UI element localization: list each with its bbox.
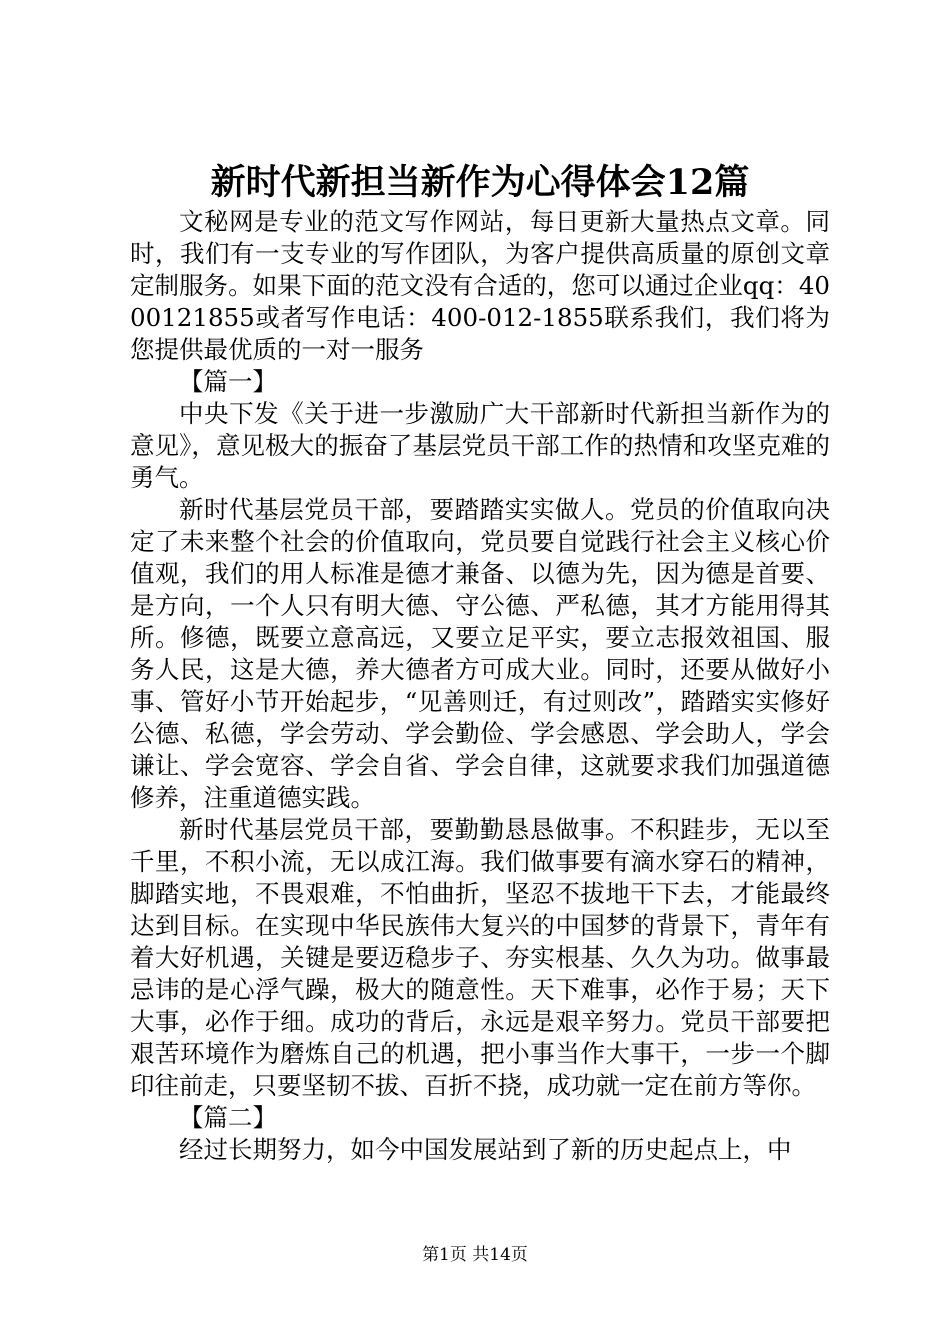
section1-paragraph-3: 新时代基层党员干部，要勤勤恳恳做事。不积跬步，无以至千里，不积小流，无以成江海。我们做事要有滴水穿石的精神，脚踏实地，不畏艰难，不怕曲折，坚忍不拔地干下去，才能最终达到目标。在实现中华民族伟大复兴的中国梦的背景下，青年有着大好机遇，关键是要迈稳步子、夯实根基、久久为功。做事最忌讳的是心浮气躁，极大的随意性。天下难事，必作于易；天下大事，必作于细。成功的背后，永远是艰辛努力。党员干部要把艰苦环境作为磨炼自己的机遇，把小事当作大事干，一步一个脚印往前走，只要坚韧不拔、百折不挠，成功就一定在前方等你。 (130, 815, 830, 1100)
page-footer: 第1页 共14页 (422, 1245, 528, 1265)
section-heading-2: 【篇二】 (179, 1103, 277, 1132)
section1-paragraph-1: 中央下发《关于进一步激励广大干部新时代新担当新作为的意见》，意见极大的振奋了基层党员干部工作的热情和攻坚克难的勇气。 (130, 399, 830, 492)
section2-paragraph-1: 经过长期努力，如今中国发展站到了新的历史起点上，中 (179, 1135, 792, 1164)
document-title: 新时代新担当新作为心得体会12篇 (210, 162, 750, 203)
section-heading-1: 【篇一】 (179, 367, 277, 396)
section1-paragraph-2: 新时代基层党员干部，要踏踏实实做人。党员的价值取向决定了未来整个社会的价值取向，党员要自觉践行社会主义核心价值观，我们的用人标准是德才兼备、以德为先，因为德是首要、是方向，一个人只有明大德、守公德、严私德，其才方能用得其所。修德，既要立意高远，又要立足平实，要立志报效祖国、服务人民，这是大德，养大德者方可成大业。同时，还要从做好小事、管好小节开始起步，“见善则迁，有过则改”，踏踏实实修好公德、私德，学会劳动、学会勤俭、学会感恩、学会助人，学会谦让、学会宽容、学会自省、学会自律，这就要求我们加强道德修养，注重道德实践。 (130, 495, 830, 812)
intro-paragraph: 文秘网是专业的范文写作网站，每日更新大量热点文章。同时，我们有一支专业的写作团队，为客户提供高质量的原创文章定制服务。如果下面的范文没有合适的，您可以通过企业qq：4000121855或者写作电话：400-012-1855联系我们，我们将为您提供最优质的一对一服务 (130, 207, 830, 364)
document-body (130, 206, 830, 1166)
